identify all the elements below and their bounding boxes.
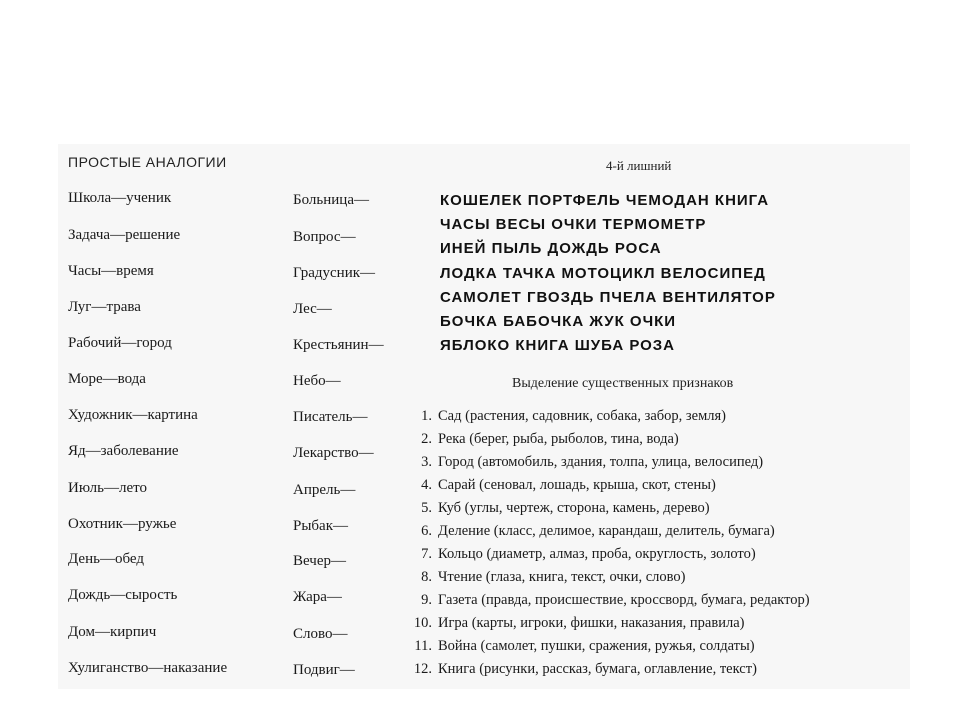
analogy-pair: Рабочий—город [68,335,172,351]
feature-item [398,523,775,540]
analogy-target: Небо— [293,373,341,389]
feature-number: 8. [421,569,432,585]
feature-number: 2. [421,431,432,447]
feature-text: Сарай (сеновал, лошадь, крыша, скот, стены) [438,477,716,493]
feature-text: Газета (правда, происшествие, кроссворд, бумага, редактор) [438,592,810,608]
analogy-pair: Художник—картина [68,407,198,423]
analogy-target: Вечер— [293,553,346,569]
analogy-pair: Дом—кирпич [68,624,157,640]
heading-simple-analogies: ПРОСТЫЕ АНАЛОГИИ [68,154,227,170]
feature-item [398,661,757,678]
odd-one-out-row: ИНЕЙ ПЫЛЬ ДОЖДЬ РОСА [440,240,662,257]
feature-item [398,638,755,655]
feature-item [398,454,763,471]
feature-item [398,500,710,517]
feature-item [398,615,744,632]
feature-text: Кольцо (диаметр, алмаз, проба, округлость, золото) [438,546,756,562]
feature-text: Война (самолет, пушки, сражения, ружья, солдаты) [438,638,755,654]
odd-one-out-row: КОШЕЛЕК ПОРТФЕЛЬ ЧЕМОДАН КНИГА [440,192,770,209]
feature-number: 6. [421,523,432,539]
feature-text: Сад (растения, садовник, собака, забор, земля) [438,408,726,424]
analogy-target: Вопрос— [293,229,356,245]
feature-number: 11. [414,638,432,654]
analogy-target: Писатель— [293,409,368,425]
feature-item [398,408,726,425]
analogy-pair: День—обед [68,551,144,567]
odd-one-out-row: САМОЛЕТ ГВОЗДЬ ПЧЕЛА ВЕНТИЛЯТОР [440,289,776,306]
analogy-pair: Дождь—сырость [68,587,178,603]
odd-one-out-row: ЛОДКА ТАЧКА МОТОЦИКЛ ВЕЛОСИПЕД [440,265,766,282]
feature-text: Книга (рисунки, рассказ, бумага, оглавление, текст) [438,661,757,677]
analogy-pair: Школа—ученик [68,190,172,206]
feature-item [398,592,810,609]
analogy-pair: Июль—лето [68,480,147,496]
feature-text: Река (берег, рыба, рыболов, тина, вода) [438,431,679,447]
analogy-target: Лес— [293,301,332,317]
feature-text: Деление (класс, делимое, карандаш, делитель, бумага) [438,523,775,539]
analogy-target: Жара— [293,589,342,605]
feature-number: 1. [421,408,432,424]
analogy-target: Градусник— [293,265,376,281]
analogy-target: Подвиг— [293,662,355,678]
feature-number: 9. [421,592,432,608]
feature-text: Город (автомобиль, здания, толпа, улица, велосипед) [438,454,764,470]
analogy-target: Больница— [293,192,369,208]
feature-text: Чтение (глаза, книга, текст, очки, слово) [438,569,686,585]
feature-number: 3. [421,454,432,470]
feature-number: 5. [421,500,432,516]
odd-one-out-row: БОЧКА БАБОЧКА ЖУК ОЧКИ [440,313,677,330]
analogy-target: Слово— [293,626,348,642]
analogy-pair: Охотник—ружье [68,516,177,532]
heading-fourth-extra: 4-й лишний [606,158,672,173]
analogy-target: Апрель— [293,482,356,498]
odd-one-out-row: ЧАСЫ ВЕСЫ ОЧКИ ТЕРМОМЕТР [440,216,707,233]
feature-item [398,477,716,494]
feature-text: Игра (карты, игроки, фишки, наказания, правила) [438,615,745,631]
analogy-target: Рыбак— [293,518,348,534]
feature-text: Куб (углы, чертеж, сторона, камень, дерево) [438,500,710,516]
feature-item [398,546,756,563]
analogy-pair: Луг—трава [68,299,141,315]
feature-item [398,569,685,586]
analogy-pair: Часы—время [68,263,154,279]
feature-number: 12. [413,661,432,677]
feature-number: 10. [413,615,432,631]
analogy-pair: Море—вода [68,371,146,387]
feature-number: 7. [421,546,432,562]
analogy-pair: Задача—решение [68,227,181,243]
analogy-pair: Яд—заболевание [68,443,179,459]
heading-essential-features: Выделение существенных признаков [512,376,734,391]
odd-one-out-row: ЯБЛОКО КНИГА ШУБА РОЗА [440,337,676,354]
feature-item [398,431,679,448]
feature-number: 4. [421,477,432,493]
analogy-pair: Хулиганство—наказание [68,660,228,676]
analogy-target: Лекарство— [293,445,374,461]
analogy-target: Крестьянин— [293,337,384,353]
